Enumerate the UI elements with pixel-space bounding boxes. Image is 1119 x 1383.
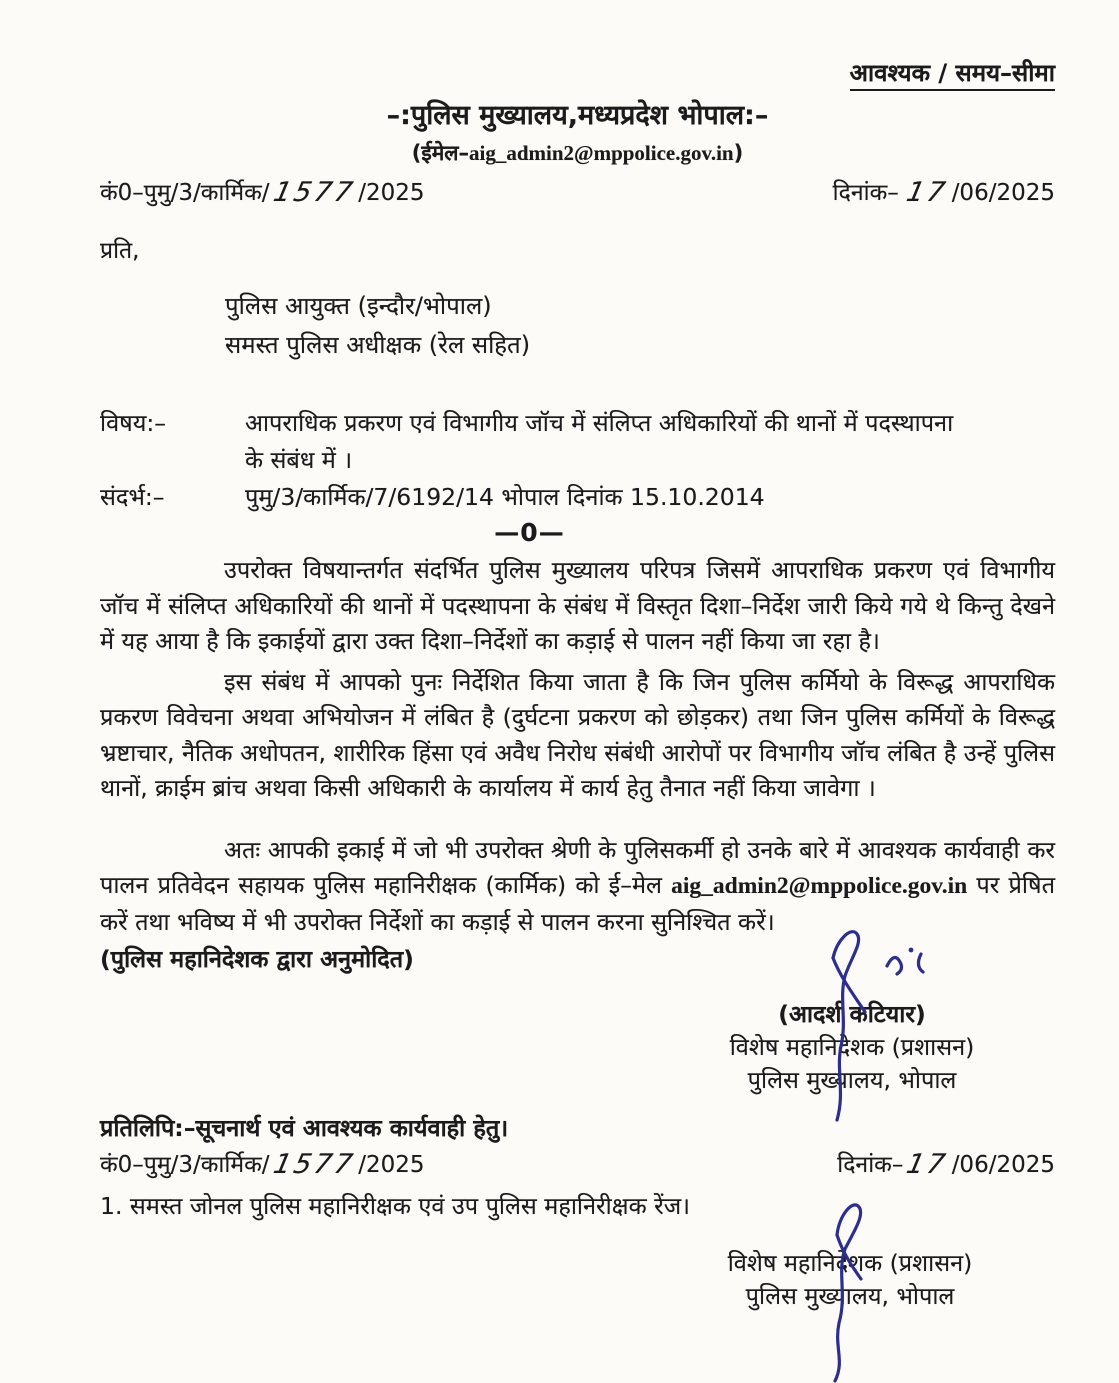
letter-number-handwritten: 1577 <box>270 177 358 208</box>
email-prefix: (ईमेल– <box>411 141 470 165</box>
classification-tag <box>100 56 1055 89</box>
classification-label: आवश्यक / समय–सीमा <box>850 59 1055 91</box>
reference-row <box>100 479 1055 516</box>
letter-number-suffix: /2025 <box>358 180 425 206</box>
reference-label: संदर्भ:– <box>100 483 165 511</box>
signature-block <box>677 998 1027 1097</box>
letter-number <box>100 175 425 207</box>
body-paragraph-2: इस संबंध में आपको पुनः निर्देशित किया जाता है कि जिन पुलिस कर्मियो के विरूद्ध आपराधिक प्रकरण विवेचना अथवा अभियोजन में लंबित है (दुर्घटना प्रकरण को छोड़कर) तथा जिन पुलिस कर्मियों के विरूद्ध भ्रष्टाचार, नैतिक अधोपतन, शारीरिक हिंसा एवं अवैध निरोध संबंधी आरोपों पर विभागीय जॉच लंबित है उन्हें पुलिस थानों, क्राईम ब्रांच अथवा किसी अधिकारी के कार्यालय में कार्य हेतु तैनात नहीं किया जावेगा । <box>100 667 1055 802</box>
copy-letter-number-handwritten: 1577 <box>270 1149 358 1180</box>
signature-block-2 <box>685 1247 1015 1313</box>
copy-date-day-handwritten: 17 <box>904 1149 951 1180</box>
salutation: प्रति, <box>100 238 140 264</box>
letterhead-email-address: aig_admin2@mppolice.gov.in <box>469 141 734 165</box>
copy-section <box>100 1111 1055 1221</box>
recipient-list <box>225 287 1055 365</box>
copy-letter-date <box>837 1147 1055 1179</box>
signatory-office: पुलिस मुख्यालय, भोपाल <box>747 1066 957 1094</box>
copy-letter-number-suffix: /2025 <box>358 1152 425 1178</box>
email-suffix: ) <box>733 141 744 165</box>
date-day-handwritten: 17 <box>904 177 951 208</box>
copy-to-line: प्रतिलिपि:–सूचनार्थ एवं आवश्यक कार्यवाही हेतु। <box>100 1114 509 1142</box>
recipient-line: पुलिस आयुक्त (इन्दौर/भोपाल) <box>225 292 492 320</box>
approval-note: (पुलिस महानिदेशक द्वारा अनुमोदित) <box>100 945 414 973</box>
letter-number-prefix: कं0–पुमु/3/कार्मिक/ <box>100 180 270 206</box>
copy-date-rest: /06/2025 <box>951 1152 1055 1178</box>
copy-date-label: दिनांक– <box>837 1152 904 1178</box>
letterhead-email-line <box>100 139 1055 167</box>
subject-label: विषय:– <box>100 409 167 437</box>
letter-date <box>833 175 1055 207</box>
copy-reference-date-row <box>100 1147 1055 1179</box>
signatory-2-office: पुलिस मुख्यालय, भोपाल <box>745 1282 955 1310</box>
paragraph-3-text-after: पर प्रेषित करें तथा भविष्य में भी उपरोक्त निर्देशों का कड़ाई से पालन करना सुनिश्चित करें। <box>100 871 1055 936</box>
paragraph-3-email: aig_admin2@mppolice.gov.in <box>671 873 968 899</box>
letterhead-title: –:पुलिस मुख्यालय,मध्यप्रदेश भोपाल:– <box>386 100 769 131</box>
copy-recipient-item: 1. समस्त जोनल पुलिस महानिरीक्षक एवं उप पुलिस महानिरीक्षक रेंज। <box>100 1192 691 1220</box>
date-label: दिनांक– <box>832 180 899 206</box>
copy-letter-number-prefix: कं0–पुमु/3/कार्मिक/ <box>100 1152 270 1178</box>
paragraph-3-text-before: अतः आपकी इकाई में जो भी उपरोक्त श्रेणी के पुलिसकर्मी हो उनके बारे में आवश्यक कार्यवाही कर पालन प्रतिवेदन सहायक पुलिस महानिरीक्षक (कार्मिक) को ई–मेल <box>100 835 1055 899</box>
reference-text: पुमु/3/कार्मिक/7/6192/14 भोपाल दिनांक 15.10.2014 <box>245 483 765 511</box>
reference-date-row <box>100 175 1055 207</box>
date-rest: /06/2025 <box>951 180 1055 206</box>
signatory-designation: विशेष महानिदेशक (प्रशासन) <box>729 1033 975 1061</box>
copy-letter-number <box>100 1147 425 1179</box>
body-paragraph-1: उपरोक्त विषयान्तर्गत संदर्भित पुलिस मुख्यालय परिपत्र जिसमें आपराधिक प्रकरण एवं विभागीय जॉच में संलिप्त अधिकारियों की थानों में पदस्थापना के संबंध में विस्तृत दिशा–निर्देश जारी किये गये थे किन्तु देखने में यह आया है कि इकाईयों द्वारा उक्त दिशा–निर्देशों का कड़ाई से पालन नहीं किया जा रहा है। <box>100 556 1055 655</box>
section-separator: —0— <box>494 518 565 547</box>
signatory-2-designation: विशेष महानिदेशक (प्रशासन) <box>727 1249 973 1277</box>
recipient-line: समस्त पुलिस अधीक्षक (रेल सहित) <box>225 331 531 359</box>
signatory-name: (आदर्श कटियार) <box>778 1000 926 1028</box>
subject-text: आपराधिक प्रकरण एवं विभागीय जॉच में संलिप्त अधिकारियों की थानों में पदस्थापना के संबंध में । <box>245 409 954 474</box>
body-paragraph-3 <box>100 833 1055 941</box>
subject-row <box>100 405 1055 479</box>
